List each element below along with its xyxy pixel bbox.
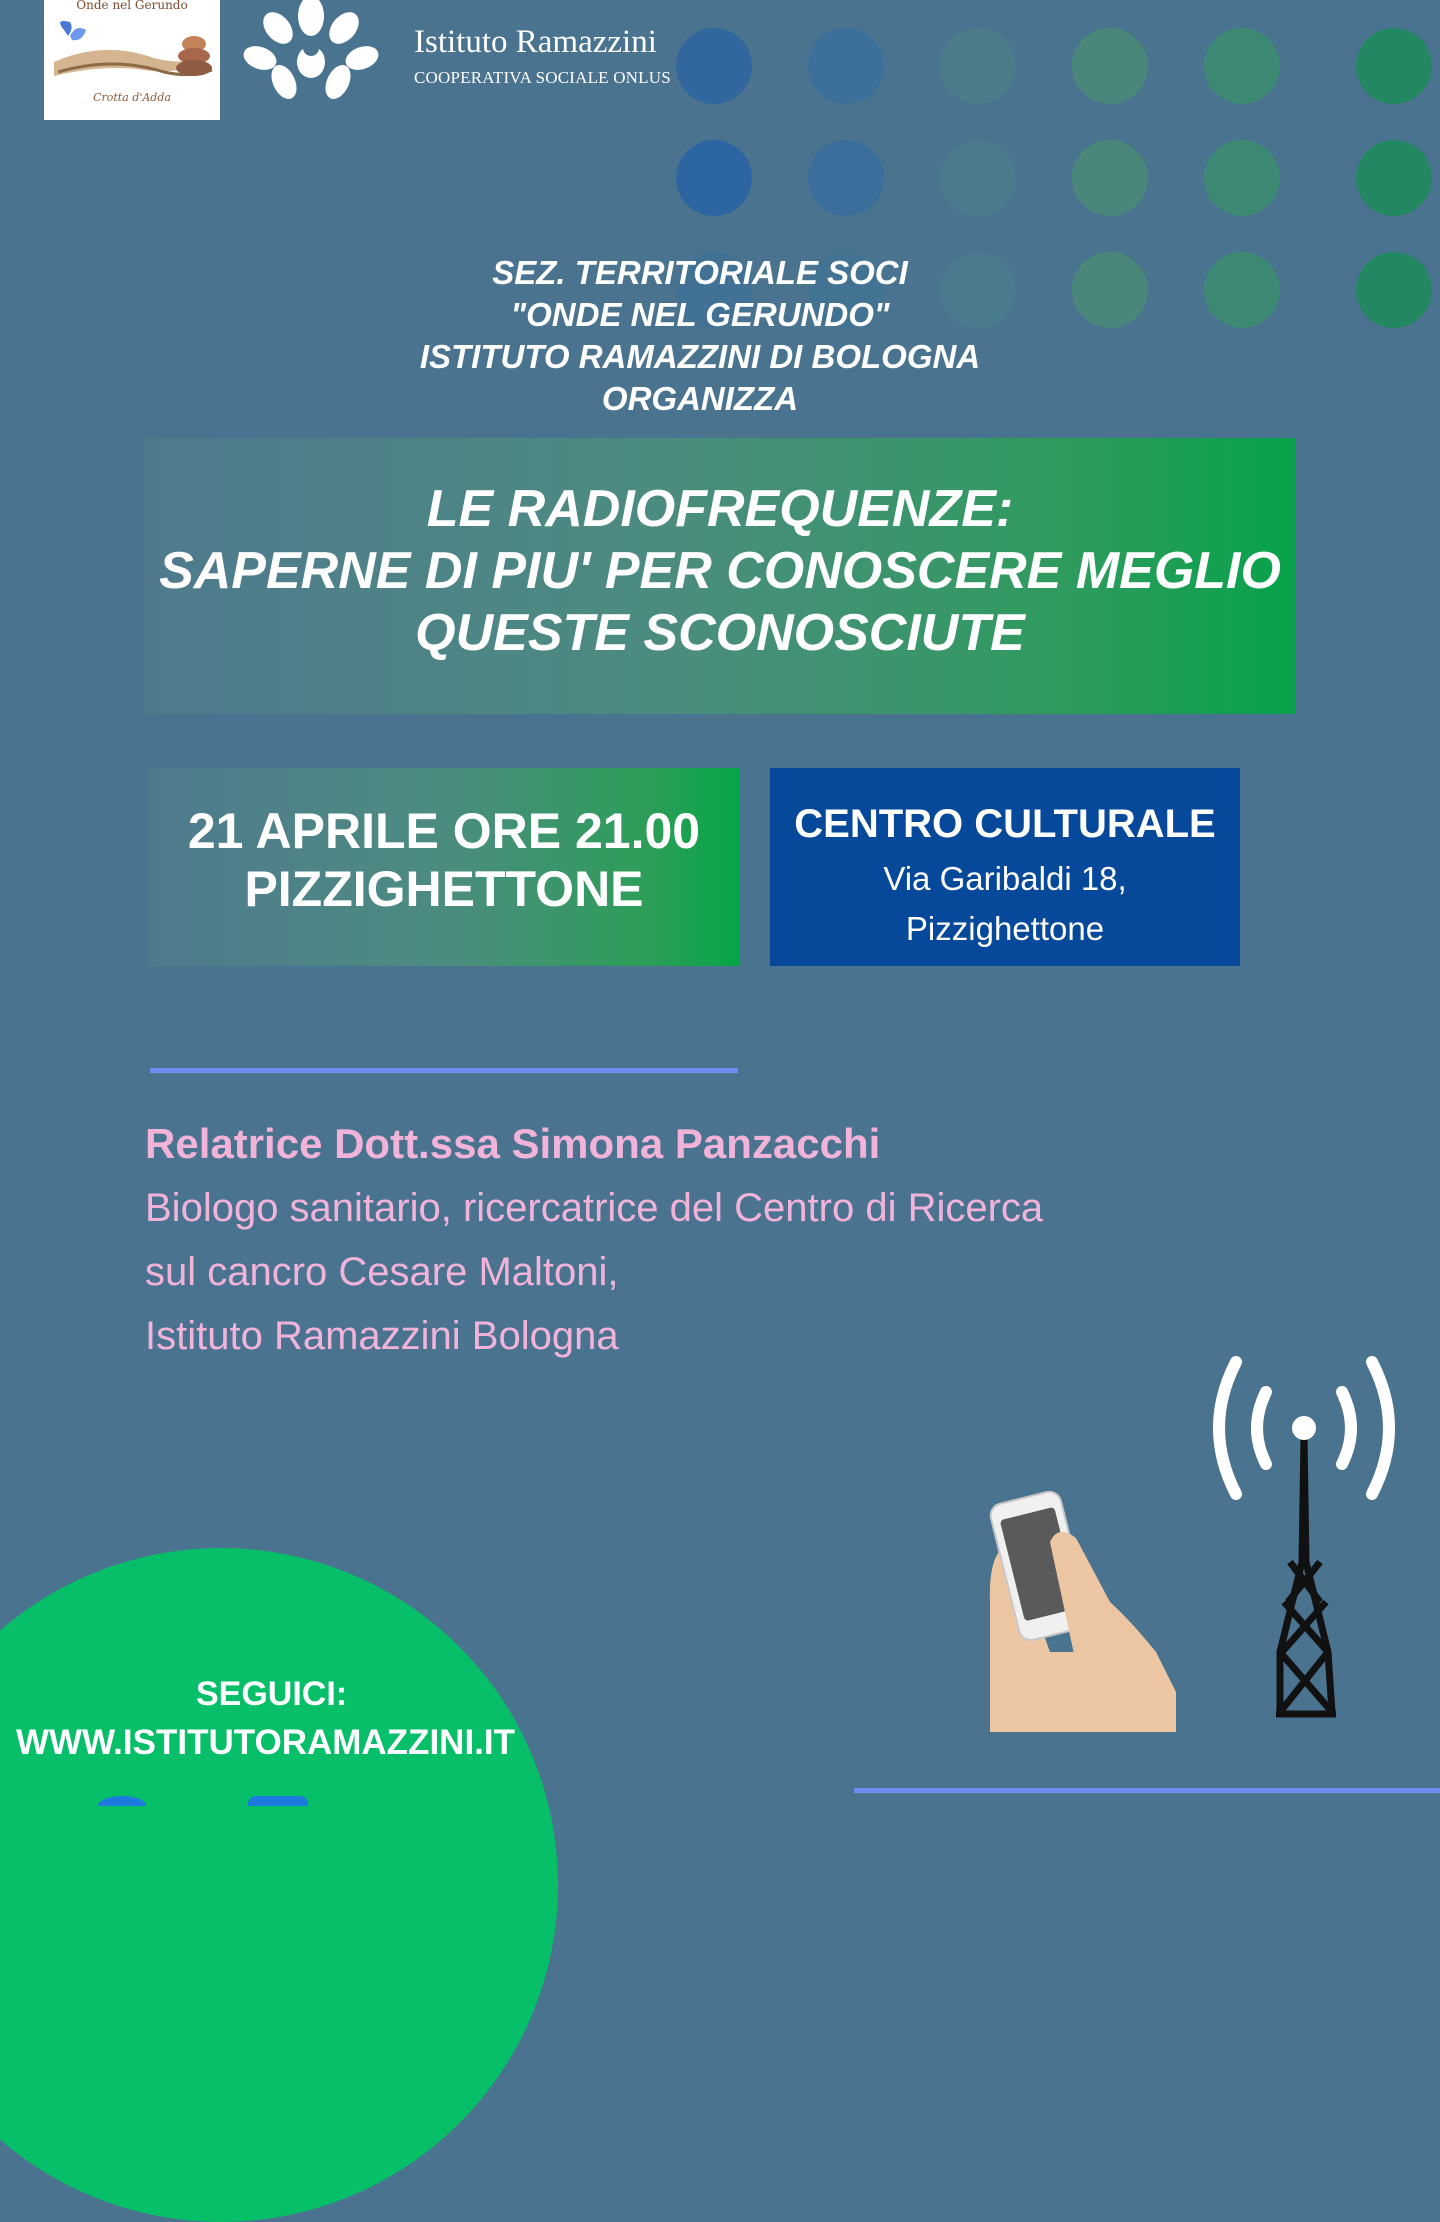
- event-title: [144, 478, 1296, 664]
- event-title-line: SAPERNE DI PIU' PER CONOSCERE MEGLIO: [159, 542, 1281, 600]
- event-title-banner: [144, 438, 1296, 714]
- event-date-box: [148, 768, 740, 966]
- social-icons-partial: [60, 1786, 380, 1806]
- flower-logo-icon: [238, 0, 384, 110]
- smartphone-hand-icon: [988, 1489, 1176, 1732]
- location-city: Pizzighettone: [905, 910, 1105, 947]
- speaker-bio-line: Istituto Ramazzini Bologna: [145, 1314, 619, 1358]
- event-location-box: [770, 768, 1240, 966]
- organizer-line: ORGANIZZA: [601, 380, 799, 417]
- org-name: Istituto Ramazzini: [414, 24, 657, 60]
- follow-circle: [0, 1548, 558, 2222]
- organizer-line: SEZ. TERRITORIALE SOCI: [492, 254, 908, 291]
- event-title-line: LE RADIOFREQUENZE:: [426, 480, 1014, 538]
- org-subtitle: COOPERATIVA SOCIALE ONLUS: [414, 68, 671, 87]
- event-title-line: QUESTE SCONOSCIUTE: [415, 604, 1025, 662]
- speaker-bio-line: Biologo sanitario, ricercatrice del Centro di Ricerca: [145, 1186, 1044, 1230]
- organizer-line: ISTITUTO RAMAZZINI DI BOLOGNA: [419, 338, 981, 375]
- organizer-text: [330, 252, 1070, 420]
- speaker-name: Relatrice Dott.ssa Simona Panzacchi: [145, 1120, 881, 1167]
- onde-nel-gerundo-logo: [44, 0, 220, 120]
- divider: [150, 1068, 738, 1073]
- event-town: PIZZIGHETTONE: [244, 861, 644, 917]
- divider: [854, 1788, 1440, 1793]
- event-date: [148, 802, 740, 918]
- logo-top-text: Onde nel Gerundo: [76, 0, 188, 12]
- website-link[interactable]: WWW.ISTITUTORAMAZZINI.IT: [16, 1723, 515, 1762]
- speaker-bio-line: sul cancro Cesare Maltoni,: [145, 1250, 619, 1294]
- event-date-time: 21 APRILE ORE 21.00: [187, 803, 701, 859]
- radio-illustration: [980, 1352, 1440, 1732]
- radio-tower-icon: [1276, 1436, 1336, 1714]
- follow-label: SEGUICI:: [196, 1675, 348, 1713]
- location-address: Via Garibaldi 18,: [883, 860, 1127, 897]
- logo-caption: Crotta d'Adda: [93, 91, 171, 104]
- location-name: CENTRO CULTURALE: [794, 802, 1216, 846]
- organizer-line: "ONDE NEL GERUNDO": [510, 296, 890, 333]
